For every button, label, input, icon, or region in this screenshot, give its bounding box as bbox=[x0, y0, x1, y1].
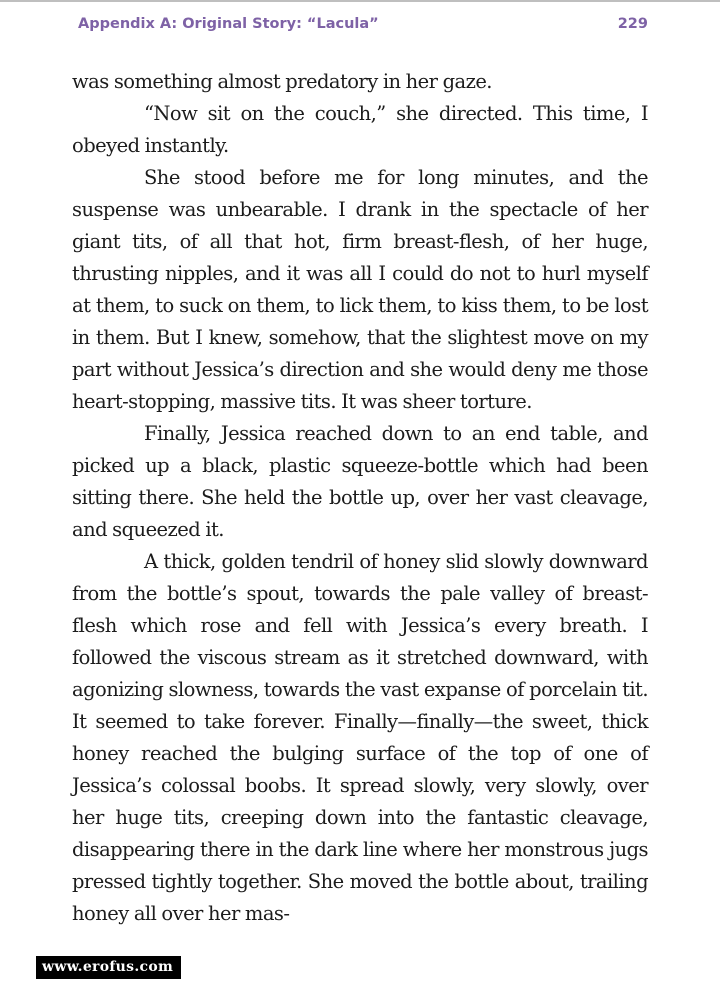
page-number: 229 bbox=[617, 16, 648, 32]
paragraph: She stood before me for long minutes, and the suspense was unbearable. I drank in the spectacle of her giant tits, of all that hot, firm breast-flesh, of her huge, thrusting nipples, and it was all I could do not to hurl myself at them, to suck on them, to lick them, to kiss them, to be lost in them. But I knew, somehow, that the slightest move on my part without Jessica’s direction and she would deny me those heart-stopping, massive tits. It was sheer torture. bbox=[72, 166, 648, 413]
running-header bbox=[78, 12, 648, 36]
paragraph: was something almost predatory in her gaze. bbox=[72, 70, 492, 93]
watermark: www.erofus.com bbox=[36, 956, 181, 979]
body-text bbox=[72, 66, 648, 930]
paragraph: A thick, golden tendril of honey slid slowly downward from the bottle’s spout, towards the pale valley of breast-flesh which rose and fell with Jessica’s every breath. I followed the viscous stream as it stretched downward, with agonizing slowness, towards the vast expanse of porcelain tit. It seemed to take forever. Finally—finally—the sweet, thick honey reached the bulging surface of the top of one of Jessica’s colossal boobs. It spread slowly, very slowly, over her huge tits, creeping down into the fantastic cleavage, disappearing there in the dark line where her monstrous jugs pressed tightly together. She moved the bottle about, trailing honey all over her mas- bbox=[72, 550, 648, 925]
top-rule bbox=[0, 0, 720, 2]
paragraph: Finally, Jessica reached down to an end table, and picked up a black, plastic squeeze-bottle which had been sitting there. She held the bottle up, over her vast cleavage, and squeezed it. bbox=[72, 422, 648, 541]
paragraph: “Now sit on the couch,” she directed. This time, I obeyed instantly. bbox=[72, 102, 648, 157]
running-title: Appendix A: Original Story: “Lacula” bbox=[78, 16, 379, 32]
